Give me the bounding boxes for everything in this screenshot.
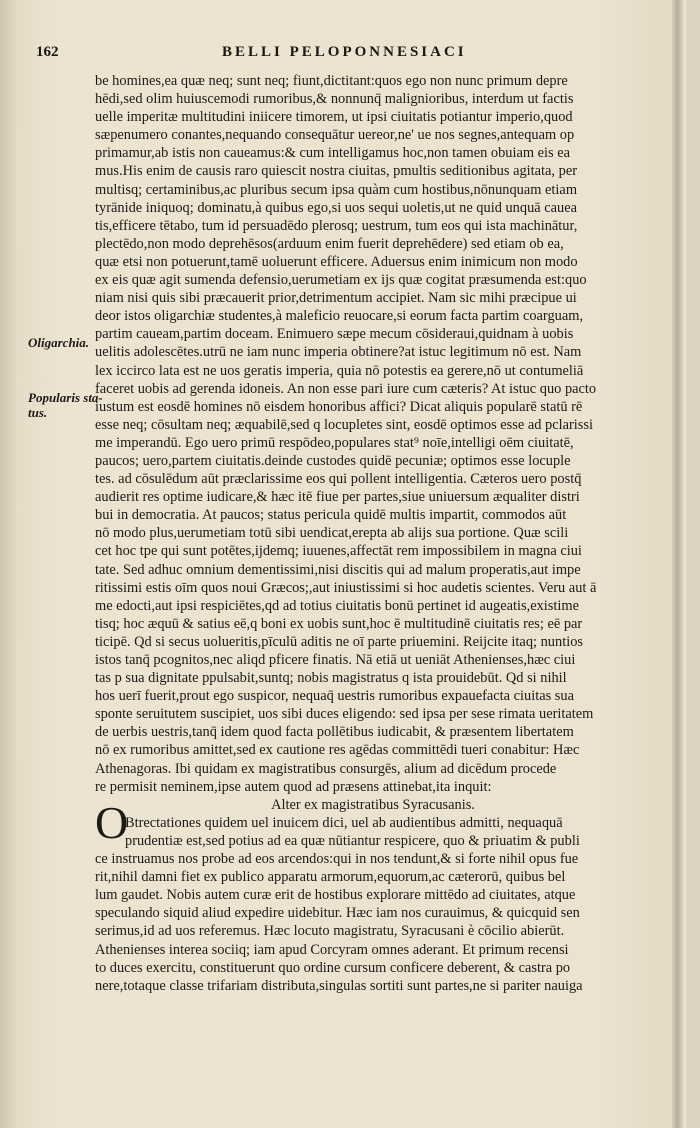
text-line: prudentiæ est,sed potius ad ea quæ nūtiantur respicere, quo & priuatim & publi	[125, 832, 580, 849]
text-line: tes. ad cōsulēdum aūt præclarissime eos qui pollent intelligentia. Cæteros uero postq̄	[95, 471, 582, 488]
text-line: deor istos oligarchiæ studentes,à maleficio reuocare,si eorum facta partim coarguam,	[95, 308, 584, 325]
text-line: plectēdo,non modo deprehēsos(arduum enim fuerit deprehēdere) sed etiam ob ea,	[95, 235, 564, 252]
section-heading: Alter ex magistratibus Syracusanis.	[271, 796, 475, 813]
page-header	[36, 44, 656, 66]
text-line: tis,efficere tētabo, tum id persuadēdo plerosq; uestrum, tum eos qui ista machinātur,	[95, 217, 578, 234]
text-line: audierit res optime iudicare,& hæc itē fiue per partes,siue uniuersum æqualiter distri	[95, 489, 580, 506]
running-title: BELLI PELOPONNESIACI	[222, 44, 467, 60]
text-line: tyrānide iniquoq; dominatu,à quibus ego,si uos sequi uoletis,ut ne quid unquā cauea	[95, 199, 578, 216]
body-text	[95, 72, 651, 995]
text-line: tisq; hoc æquū & satius eē,q boni ex uobis sunt,hoc ē multitudinē ciuitatis res; eē par	[95, 615, 583, 632]
text-line: uelle imperitæ multitudini iniicere timorem, ut ipsi ciuitatis potiantur imperio,quod	[95, 109, 573, 126]
drop-cap-initial: O	[95, 797, 129, 848]
page-number: 162	[36, 44, 59, 60]
text-line: faceret uobis ad gerenda idoneis. An non esse pari iure cum cæteris? At istuc quo pacto	[95, 380, 597, 397]
text-line: serimus,id ad uos referemus. Hæc locuto magistratu, Syracusani è cōcilio abierūt.	[95, 923, 565, 940]
text-line: niam nisi quis sibi præcauerit prior,detrimentum accipiet. Nam sic mihi præcipue ui	[95, 290, 577, 307]
text-line: de uerbis uestris,tanq̄ idem quod facta pollētibus iudicabit, & præsentem libertatem	[95, 724, 574, 741]
margin-note-popularis: Popularis sta-	[28, 390, 103, 405]
text-line: hos uerī fuerit,prout ego suspicor, nequaq̄ uestris rumoribus expauefacta ciuitas sua	[95, 688, 574, 705]
text-line: me imperandū. Ego uero primū respōdeo,populares stat⁹ noīe,intelligi oēm ciuitatē,	[95, 434, 574, 451]
text-line: hēdi,sed olim huiuscemodi rumoribus,& nonnunq̄ malignioribus, interdum ut factis	[95, 91, 574, 108]
text-line: cet hoc tpe qui sunt potētes,ijdemq; iuuenes,affectāt rem impossibilem in magna ciui	[95, 543, 582, 560]
text-line: speculando siquid aliud expedire uidebitur. Hæc iam nos curauimus, & quicquid sen	[95, 905, 580, 922]
text-line: nere,totaque classe trifariam distributa,singulas sortiti sunt partes,ne si pariter nauiga	[95, 977, 583, 994]
text-line: rit,nihil damni fiet ex publico apparatu armorum,equorum,ac cæterorū, quibus bel	[95, 869, 566, 886]
text-line: me edocti,aut ipsi respiciētes,qd ad totius ciuitatis bonū pertinet id augeatis,existime	[95, 597, 579, 614]
text-line: esse neq; cōsultam neq; æquabilē,sed q locupletes sint, eosdē optimos esse ad pclarissi	[95, 416, 593, 433]
text-line: ritissimi estis oīm quos noui Græcos;,aut iniustissimi si hoc audetis scientes. Veru aut ā	[95, 579, 597, 596]
text-line: tate. Sed adhuc omnium dementissimi,nisi discitis qui ad malum properatis,aut impe	[95, 561, 581, 578]
text-line: Athenienses interea sociiq; iam apud Corcyram omnes aderant. Et primum recensi	[95, 941, 569, 958]
text-line: to duces exercitu, constituerunt quo ordine cursum conficere deberent, & castra po	[95, 959, 571, 976]
text-line: primamur,ab istis non caueamus:& cum intelligamus hoc,non tamen obuiam eis ea	[95, 145, 571, 162]
text-line: ce instruamus nos probe ad eos arcendos:qui in nos tendunt,& si forte nihil opus fue	[95, 851, 579, 868]
text-line: nō modo plus,uerumetiam totū sibi uendicat,erepta ab alijs sua portione. Quæ scili	[95, 525, 569, 542]
text-line: istos tanq̄ pcognitos,nec aliqd pficere finatis. Nā etiā ut ueniāt Athenienses,hæc ciui	[95, 652, 576, 668]
margin-note-oligarchia: Oligarchia.	[28, 335, 90, 350]
text-line: iustum est eosdē homines nō eisdem honoribus affici? Dicat aliquis popularē statū rē	[95, 398, 583, 415]
text-line: uelitis adolescētes.utrū ne iam nunc imperia obtinere?at istuc legitimum nō est. Nam	[95, 344, 582, 361]
text-line: bui in democratia. At paucos; status pericula quidē multis impartit, commodos aūt	[95, 507, 567, 524]
text-line: Athenagoras. Ibi quidam ex magistratibus consurgēs, alium ad dicēdum procede	[95, 760, 557, 777]
text-line: sæpenumero conantes,nequando consequātur uereor,ne' ue nos segnes,antequam op	[95, 127, 575, 144]
margin-note-status: tus.	[28, 405, 48, 420]
text-line: partim caueam,partim doceam. Enimuero sæpe mecum cōsideraui,quidnam à uobis	[95, 326, 574, 343]
text-line: quæ etsi non potuerunt,tamē uoluerunt efficere. Aduersus enim inimicum non modo	[95, 253, 578, 270]
text-line: ex eis quæ agit sumenda defensio,uerumetiam ex ijs quæ cogitat præsumenda est:quo	[95, 272, 587, 289]
text-line: paucos; uero,partem ciuitatis.deinde custodes quidē pecuniæ; optimos esse locuple	[95, 452, 571, 469]
text-line: lex iccirco lata est ne uos geratis imperia, quia nō potestis ea gerere,nō ut contumeliā	[95, 362, 584, 379]
text-line: nō ex rumoribus amittet,sed ex cautione res agēdas committēdi tueri conabitur: Hæc	[95, 742, 580, 759]
text-line: mus.His enim de causis raro quiescit nostra ciuitas, pmultis seditionibus agitata, per	[95, 163, 577, 180]
text-line: re permisit neminem,ipse autem quod ad præsens attinebat,ita inquit:	[95, 778, 492, 795]
page-edge	[672, 0, 686, 1128]
text-line: sponte seruitutem suscipiet, uos sibi duces eligendo: sed ipsa per sese rimata ueritatem	[95, 706, 594, 723]
text-line: be homines,ea quæ neq; sunt neq; fiunt,dictitant:quos ego non nunc primum depre	[95, 73, 568, 89]
text-line: multisq; certaminibus,ac pluribus secum ipsa quàm cum hostibus,nōnunquam etiam	[95, 181, 578, 198]
text-line: Btrectationes quidem uel inuicem dici, uel ab audientibus admitti, nequaquā	[125, 814, 563, 831]
text-line: lum gaudet. Nobis autem curæ erit de hostibus explorare mittēdo ad ciuitates, atque	[95, 887, 576, 904]
text-line: ticipē. Qd si secus uolueritis,pīculū aditis ne oī parte priuemini. Reijcite itaq; nuntios	[95, 633, 583, 650]
text-line: tas p sua dignitate ppulsabit,suntq; nobis magistratus q ista prouidebūt. Qd si nihil	[95, 670, 567, 687]
